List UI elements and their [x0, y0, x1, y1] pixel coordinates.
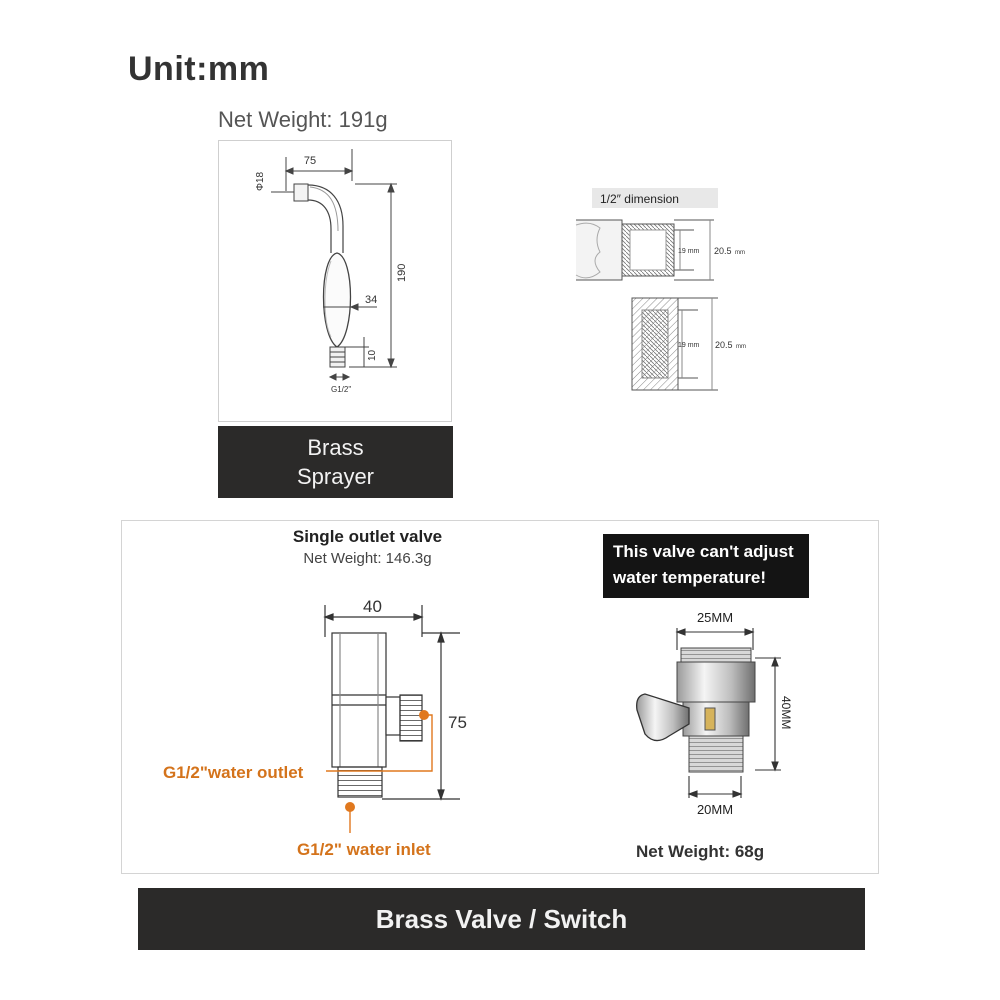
male-inner-dim: 19 mm	[678, 248, 700, 255]
single-valve-net-weight: Net Weight: 146.3g	[303, 550, 432, 567]
single-valve-height-dim: 75	[448, 713, 467, 732]
single-valve-title: Single outlet valve	[292, 527, 443, 546]
sprayer-banner-line1: Brass	[307, 435, 364, 460]
sprayer-net-weight: Net Weight: 191g	[218, 107, 388, 132]
footer-banner-text: Brass Valve / Switch	[375, 903, 628, 934]
switch-height-dim: 40MM	[779, 696, 793, 730]
female-outer-unit: mm	[736, 344, 746, 350]
sprayer-diameter-dim: Φ18	[255, 171, 266, 191]
temperature-warning	[603, 534, 809, 598]
sprayer-thread-label: G1/2"	[331, 385, 352, 394]
single-valve-diagram	[300, 595, 500, 835]
male-outer-unit: mm	[735, 250, 745, 256]
thread-dimension-diagram	[570, 180, 770, 405]
inlet-marker	[345, 802, 355, 812]
outlet-marker	[419, 710, 429, 720]
switch-valve-net-weight: Net Weight: 68g	[636, 842, 765, 861]
footer-banner	[138, 888, 865, 950]
sprayer-bottom-dim: 10	[367, 349, 378, 361]
male-outer-dim: 20.5	[714, 246, 732, 256]
sprayer-handle-dim: 34	[365, 294, 378, 306]
female-inner-dim: 19 mm	[678, 342, 700, 349]
water-inlet-label: G1/2" water inlet	[297, 840, 431, 859]
switch-bottom-dim: 20MM	[696, 802, 734, 817]
sprayer-drawing-frame	[218, 140, 452, 422]
thread-title: 1/2″ dimension	[600, 192, 679, 206]
switch-top-dim: 25MM	[696, 610, 734, 625]
sprayer-banner	[218, 426, 453, 498]
warning-line1: This valve can't adjust	[613, 542, 794, 561]
sprayer-diagram	[219, 141, 451, 421]
unit-label: Unit:mm	[128, 50, 270, 88]
sprayer-length-dim: 75	[303, 155, 317, 167]
sprayer-height-dim: 190	[396, 263, 408, 282]
switch-valve-diagram	[625, 610, 800, 820]
warning-line2: water temperature!	[613, 568, 767, 587]
sprayer-banner-line2: Sprayer	[296, 464, 375, 489]
single-valve-width-dim: 40	[363, 597, 382, 616]
water-outlet-label: G1/2"water outlet	[163, 763, 304, 782]
female-outer-dim: 20.5	[715, 340, 733, 350]
